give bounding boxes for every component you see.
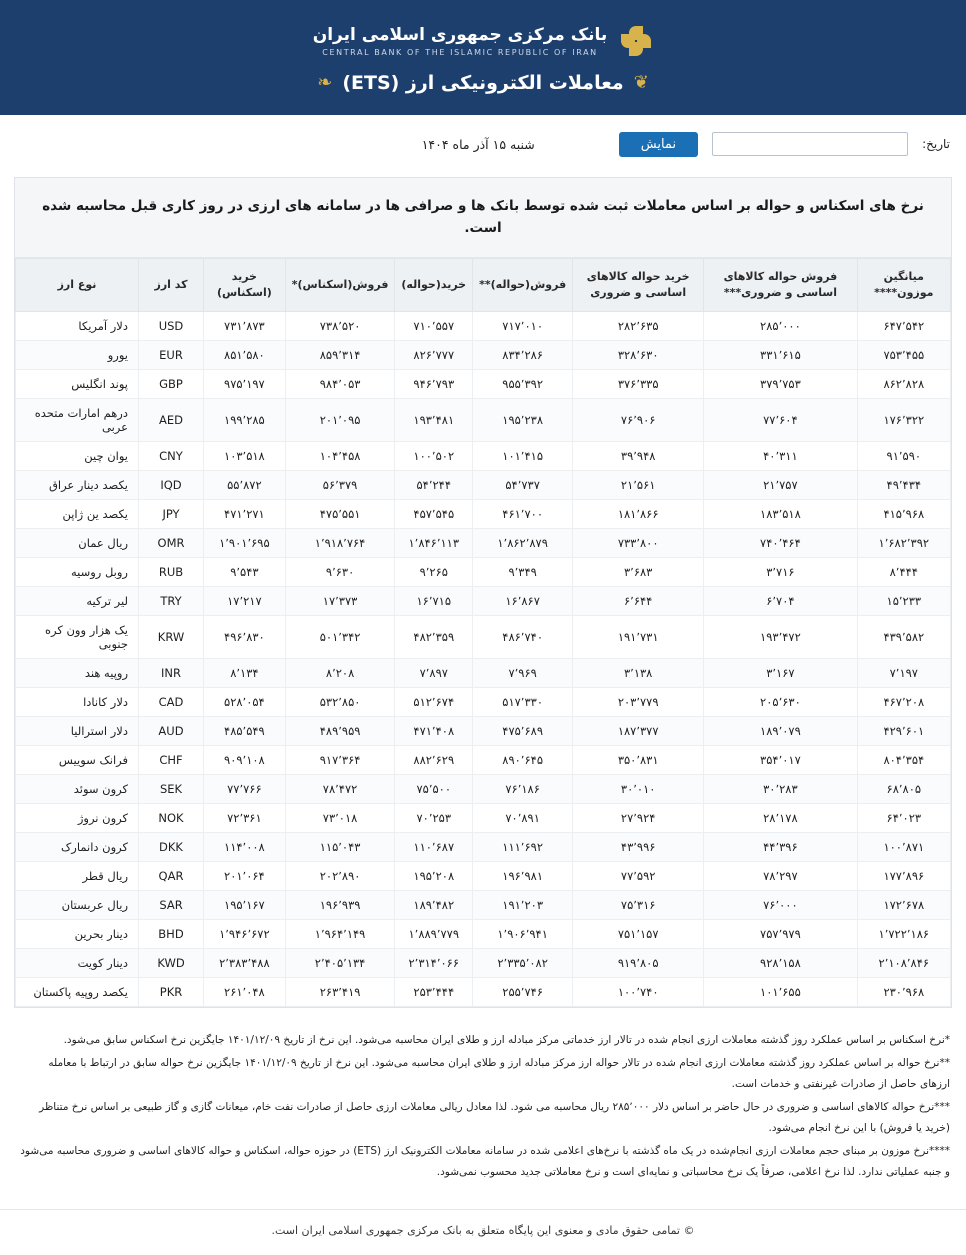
cell-sell-remittance: ۲٬۳۳۵٬۰۸۲ — [473, 949, 573, 978]
cell-sell-remittance: ۸۹۰٬۶۴۵ — [473, 746, 573, 775]
cell-currency-code: TRY — [139, 587, 204, 616]
cell-buy-remittance: ۴۸۲٬۳۵۹ — [395, 616, 473, 659]
cell-buy-remittance: ۷٬۸۹۷ — [395, 659, 473, 688]
cell-buy-essential: ۴۳٬۹۹۶ — [573, 833, 704, 862]
copyright-text: © تمامی حقوق مادی و معنوی این پایگاه متعلق به بانک مرکزی جمهوری اسلامی ایران است. — [271, 1224, 695, 1238]
col-currency-code: کد ارز — [139, 259, 204, 312]
cell-sell-cash: ۱٬۹۱۸٬۷۶۴ — [285, 529, 395, 558]
table-row — [16, 341, 951, 370]
cell-sell-essential: ۳۵۴٬۰۱۷ — [704, 746, 857, 775]
cell-buy-essential: ۳٬۱۳۸ — [573, 659, 704, 688]
cell-buy-remittance: ۵۴٬۲۴۴ — [395, 471, 473, 500]
cell-weighted-average: ۷۵۳٬۴۵۵ — [857, 341, 950, 370]
controls-bar — [0, 115, 966, 173]
cell-currency-name: پوند انگلیس — [16, 370, 139, 399]
cbi-logo-icon — [619, 24, 653, 58]
table-row — [16, 804, 951, 833]
cell-buy-cash: ۹٬۵۴۳ — [204, 558, 286, 587]
cell-currency-name: یکصد دینار عراق — [16, 471, 139, 500]
table-row — [16, 833, 951, 862]
cell-sell-essential: ۷۸٬۲۹۷ — [704, 862, 857, 891]
table-row — [16, 688, 951, 717]
cell-sell-cash: ۱۹۶٬۹۳۹ — [285, 891, 395, 920]
cell-currency-name: دینار کویت — [16, 949, 139, 978]
table-row — [16, 558, 951, 587]
cell-buy-cash: ۴۸۵٬۵۴۹ — [204, 717, 286, 746]
cell-sell-remittance: ۷٬۹۶۹ — [473, 659, 573, 688]
table-row — [16, 500, 951, 529]
cell-currency-name: دلار آمریکا — [16, 312, 139, 341]
table-row — [16, 949, 951, 978]
cell-sell-remittance: ۷۶٬۱۸۶ — [473, 775, 573, 804]
cell-currency-name: کرون سوئد — [16, 775, 139, 804]
table-row — [16, 442, 951, 471]
date-label: تاریخ: — [922, 137, 950, 151]
cell-currency-name: ریال قطر — [16, 862, 139, 891]
bank-logo-row — [313, 24, 654, 58]
rates-panel — [14, 177, 952, 1008]
cell-currency-name: کرون دانمارک — [16, 833, 139, 862]
table-row — [16, 717, 951, 746]
cell-weighted-average: ۱۷۷٬۸۹۶ — [857, 862, 950, 891]
table-header-row — [16, 259, 951, 312]
cell-currency-name: دلار استرالیا — [16, 717, 139, 746]
cell-currency-code: SAR — [139, 891, 204, 920]
cell-sell-remittance: ۱۹۶٬۹۸۱ — [473, 862, 573, 891]
cell-sell-remittance: ۱۹۵٬۲۳۸ — [473, 399, 573, 442]
cell-sell-essential: ۱۰۱٬۶۵۵ — [704, 978, 857, 1007]
footnotes — [16, 1030, 950, 1183]
cell-buy-cash: ۲٬۳۸۳٬۴۸۸ — [204, 949, 286, 978]
cell-sell-essential: ۲۰۵٬۶۳۰ — [704, 688, 857, 717]
cell-buy-cash: ۱۰۳٬۵۱۸ — [204, 442, 286, 471]
cell-buy-cash: ۹۷۵٬۱۹۷ — [204, 370, 286, 399]
cell-sell-cash: ۱۷٬۳۷۳ — [285, 587, 395, 616]
cell-sell-cash: ۸٬۲۰۸ — [285, 659, 395, 688]
cell-sell-remittance: ۴۶۱٬۷۰۰ — [473, 500, 573, 529]
cell-buy-cash: ۱۷٬۲۱۷ — [204, 587, 286, 616]
system-title: معاملات الکترونیکی ارز (ETS) — [342, 71, 624, 94]
cell-currency-name: یورو — [16, 341, 139, 370]
table-row — [16, 399, 951, 442]
cell-buy-remittance: ۱٬۸۸۹٬۷۷۹ — [395, 920, 473, 949]
cell-currency-code: BHD — [139, 920, 204, 949]
cell-buy-cash: ۲۰۱٬۰۶۴ — [204, 862, 286, 891]
cell-currency-name: دینار بحرین — [16, 920, 139, 949]
cell-currency-name: ریال عربستان — [16, 891, 139, 920]
cell-sell-remittance: ۸۳۴٬۲۸۶ — [473, 341, 573, 370]
date-input[interactable] — [712, 132, 908, 156]
col-sell-cash: فروش(اسکناس)* — [285, 259, 395, 312]
cell-buy-remittance: ۷۵٬۵۰۰ — [395, 775, 473, 804]
cell-sell-cash: ۲۰۲٬۸۹۰ — [285, 862, 395, 891]
cell-weighted-average: ۴۶۷٬۲۰۸ — [857, 688, 950, 717]
cell-sell-essential: ۱۸۹٬۰۷۹ — [704, 717, 857, 746]
cell-buy-essential: ۲۸۲٬۶۳۵ — [573, 312, 704, 341]
cell-currency-code: INR — [139, 659, 204, 688]
cell-buy-remittance: ۴۵۷٬۵۴۵ — [395, 500, 473, 529]
cell-sell-cash: ۹۸۴٬۰۵۳ — [285, 370, 395, 399]
cell-buy-cash: ۱٬۹۰۱٬۶۹۵ — [204, 529, 286, 558]
cell-sell-essential: ۲۸٬۱۷۸ — [704, 804, 857, 833]
table-row — [16, 587, 951, 616]
cell-currency-code: EUR — [139, 341, 204, 370]
cell-currency-name: دلار کانادا — [16, 688, 139, 717]
cell-sell-remittance: ۱۱۱٬۶۹۲ — [473, 833, 573, 862]
cell-weighted-average: ۸٬۴۴۴ — [857, 558, 950, 587]
cell-buy-essential: ۷۵٬۳۱۶ — [573, 891, 704, 920]
cell-sell-remittance: ۲۵۵٬۷۴۶ — [473, 978, 573, 1007]
cell-weighted-average: ۱۰۰٬۸۷۱ — [857, 833, 950, 862]
cell-buy-cash: ۵۲۸٬۰۵۴ — [204, 688, 286, 717]
cell-sell-essential: ۳٬۱۶۷ — [704, 659, 857, 688]
cell-currency-code: IQD — [139, 471, 204, 500]
cell-buy-cash: ۷۲٬۳۶۱ — [204, 804, 286, 833]
cell-sell-remittance: ۹۵۵٬۳۹۲ — [473, 370, 573, 399]
footnote-4: ****نرخ موزون بر مبنای حجم معاملات ارزی انجام‌شده در یک ماه گذشته با نرخ‌های اعلامی شده در سامانه معاملات الکترونیک ارز (ETS) در حوزه حواله، اسکناس و حواله کالاهای اساسی و ضروری محاسبه می‌شود و جنبه عملیاتی ندارد. لذا نرخ اعلامی، صرفاً یک نرخ محاسباتی و نمایه‌ای است و نرخ معاملاتی جدید محسوب نمی‌شود. — [20, 1145, 950, 1179]
cell-currency-name: یکصد ین ژاپن — [16, 500, 139, 529]
cell-sell-remittance: ۱۹۱٬۲۰۳ — [473, 891, 573, 920]
cell-currency-code: AUD — [139, 717, 204, 746]
cell-buy-cash: ۸٬۱۳۴ — [204, 659, 286, 688]
cell-sell-cash: ۱۰۴٬۴۵۸ — [285, 442, 395, 471]
cell-buy-remittance: ۷۱۰٬۵۵۷ — [395, 312, 473, 341]
cell-buy-cash: ۱٬۹۴۶٬۶۷۲ — [204, 920, 286, 949]
cell-weighted-average: ۱۷۲٬۶۷۸ — [857, 891, 950, 920]
cell-sell-essential: ۴۴٬۳۹۶ — [704, 833, 857, 862]
cell-sell-essential: ۳٬۷۱۶ — [704, 558, 857, 587]
cell-sell-cash: ۱۱۵٬۰۴۳ — [285, 833, 395, 862]
page-header — [0, 0, 966, 115]
cell-buy-essential: ۷۳۳٬۸۰۰ — [573, 529, 704, 558]
cell-sell-essential: ۲۸۵٬۰۰۰ — [704, 312, 857, 341]
cell-buy-essential: ۲۱٬۵۶۱ — [573, 471, 704, 500]
cell-weighted-average: ۲٬۱۰۸٬۸۴۶ — [857, 949, 950, 978]
cell-buy-remittance: ۱٬۸۴۶٬۱۱۳ — [395, 529, 473, 558]
cell-currency-code: USD — [139, 312, 204, 341]
cell-buy-cash: ۷۷٬۷۶۶ — [204, 775, 286, 804]
cell-sell-remittance: ۷۰٬۸۹۱ — [473, 804, 573, 833]
cell-sell-cash: ۸۵۹٬۳۱۴ — [285, 341, 395, 370]
cell-buy-essential: ۲۰۳٬۷۷۹ — [573, 688, 704, 717]
cell-currency-name: یوان چین — [16, 442, 139, 471]
cell-buy-essential: ۳۰٬۰۱۰ — [573, 775, 704, 804]
table-row — [16, 891, 951, 920]
cell-sell-cash: ۷۳٬۰۱۸ — [285, 804, 395, 833]
col-buy-essential: خرید حواله کالاهای اساسی و ضروری — [573, 259, 704, 312]
current-date-text: شنبه ۱۵ آذر ماه ۱۴۰۴ — [421, 136, 535, 152]
col-buy-remittance: خرید(حواله) — [395, 259, 473, 312]
cell-buy-cash: ۵۵٬۸۷۲ — [204, 471, 286, 500]
cell-currency-code: KRW — [139, 616, 204, 659]
cell-buy-essential: ۱۸۷٬۳۷۷ — [573, 717, 704, 746]
footnote-1: *نرخ اسکناس بر اساس عملکرد روز گذشته معاملات ارزی انجام شده در تالار ارز خدماتی مرکز مبادله ارز و طلای ایران محاسبه می‌شود. این نرخ از تاریخ ۱۴۰۱/۱۲/۰۹ جایگزین نرخ اسکناس سابق می‌شود. — [63, 1034, 950, 1047]
cell-currency-code: PKR — [139, 978, 204, 1007]
cell-buy-cash: ۱۹۵٬۱۶۷ — [204, 891, 286, 920]
table-row — [16, 978, 951, 1007]
col-buy-cash: خرید (اسکناس) — [204, 259, 286, 312]
cell-currency-name: لیر ترکیه — [16, 587, 139, 616]
cell-sell-essential: ۱۹۳٬۴۷۲ — [704, 616, 857, 659]
cell-sell-essential: ۱۸۳٬۵۱۸ — [704, 500, 857, 529]
cell-sell-cash: ۷۳۸٬۵۲۰ — [285, 312, 395, 341]
cell-sell-cash: ۲۶۳٬۴۱۹ — [285, 978, 395, 1007]
cell-buy-remittance: ۴۷۱٬۴۰۸ — [395, 717, 473, 746]
table-body — [16, 312, 951, 1007]
cell-buy-essential: ۹۱۹٬۸۰۵ — [573, 949, 704, 978]
cell-weighted-average: ۶۴٬۰۲۳ — [857, 804, 950, 833]
col-sell-essential: فروش حواله کالاهای اساسی و ضروری*** — [704, 259, 857, 312]
cell-sell-essential: ۷۷٬۶۰۴ — [704, 399, 857, 442]
cell-sell-cash: ۹٬۶۳۰ — [285, 558, 395, 587]
cell-currency-code: AED — [139, 399, 204, 442]
cell-weighted-average: ۱۵٬۲۳۳ — [857, 587, 950, 616]
cell-sell-cash: ۲۰۱٬۰۹۵ — [285, 399, 395, 442]
cell-weighted-average: ۶۴۷٬۵۴۲ — [857, 312, 950, 341]
cell-sell-essential: ۹۲۸٬۱۵۸ — [704, 949, 857, 978]
cell-buy-essential: ۱۹۱٬۷۳۱ — [573, 616, 704, 659]
exchange-rates-table — [15, 258, 951, 1007]
cell-sell-cash: ۵۰۱٬۳۴۲ — [285, 616, 395, 659]
cell-sell-essential: ۷۵۷٬۹۷۹ — [704, 920, 857, 949]
cell-buy-essential: ۳۷۶٬۳۳۵ — [573, 370, 704, 399]
cell-currency-code: CHF — [139, 746, 204, 775]
cell-buy-essential: ۳۵۰٬۸۳۱ — [573, 746, 704, 775]
cell-buy-remittance: ۷۰٬۲۵۳ — [395, 804, 473, 833]
table-row — [16, 312, 951, 341]
bank-name-en: CENTRAL BANK OF THE ISLAMIC REPUBLIC OF IRAN — [322, 47, 598, 57]
cell-buy-essential: ۷۷٬۵۹۲ — [573, 862, 704, 891]
cell-sell-essential: ۷۴۰٬۴۶۴ — [704, 529, 857, 558]
cell-buy-remittance: ۱۱۰٬۶۸۷ — [395, 833, 473, 862]
cell-sell-essential: ۷۶٬۰۰۰ — [704, 891, 857, 920]
cell-currency-name: کرون نروژ — [16, 804, 139, 833]
cell-currency-code: SEK — [139, 775, 204, 804]
cell-buy-remittance: ۲۵۳٬۴۴۴ — [395, 978, 473, 1007]
cell-sell-remittance: ۴۸۶٬۷۴۰ — [473, 616, 573, 659]
cell-currency-code: RUB — [139, 558, 204, 587]
cell-weighted-average: ۱٬۷۲۲٬۱۸۶ — [857, 920, 950, 949]
cell-sell-essential: ۳۰٬۲۸۳ — [704, 775, 857, 804]
cell-buy-cash: ۹۰۹٬۱۰۸ — [204, 746, 286, 775]
cell-weighted-average: ۹۱٬۵۹۰ — [857, 442, 950, 471]
cell-currency-code: DKK — [139, 833, 204, 862]
cell-buy-cash: ۴۷۱٬۲۷۱ — [204, 500, 286, 529]
cell-sell-remittance: ۷۱۷٬۰۱۰ — [473, 312, 573, 341]
col-sell-remittance: فروش(حواله)** — [473, 259, 573, 312]
cell-sell-remittance: ۱٬۹۰۶٬۹۴۱ — [473, 920, 573, 949]
cell-sell-remittance: ۱۶٬۸۶۷ — [473, 587, 573, 616]
cell-currency-name: یک هزار وون کره جنوبی — [16, 616, 139, 659]
cell-weighted-average: ۸۰۴٬۳۵۴ — [857, 746, 950, 775]
table-row — [16, 746, 951, 775]
cell-sell-remittance: ۱۰۱٬۴۱۵ — [473, 442, 573, 471]
footnote-2: **نرخ حواله بر اساس عملکرد روز گذشته معاملات ارزی انجام شده در تالار حواله ارز مرکز مبادله ارز و طلای ایران محاسبه می‌شود. این نرخ از تاریخ ۱۴۰۱/۱۲/۰۹ جایگزین نرخ حواله سابق در ارتباط با معامله ارزهای حاصل از صادرات غیرنفتی و خدمات است. — [48, 1057, 950, 1091]
cell-sell-cash: ۹۱۷٬۳۶۴ — [285, 746, 395, 775]
cell-weighted-average: ۶۸٬۸۰۵ — [857, 775, 950, 804]
col-weighted-average: میانگین موزون**** — [857, 259, 950, 312]
cell-buy-remittance: ۲٬۳۱۴٬۰۶۶ — [395, 949, 473, 978]
col-currency-name: نوع ارز — [16, 259, 139, 312]
cell-currency-code: CNY — [139, 442, 204, 471]
cell-sell-essential: ۲۱٬۷۵۷ — [704, 471, 857, 500]
cell-weighted-average: ۲۳۰٬۹۶۸ — [857, 978, 950, 1007]
cell-buy-remittance: ۹٬۲۶۵ — [395, 558, 473, 587]
cell-buy-cash: ۷۳۱٬۸۷۳ — [204, 312, 286, 341]
cell-sell-essential: ۶٬۷۰۴ — [704, 587, 857, 616]
cell-weighted-average: ۱٬۶۸۲٬۳۹۲ — [857, 529, 950, 558]
cell-currency-code: KWD — [139, 949, 204, 978]
cell-sell-cash: ۲٬۴۰۵٬۱۳۴ — [285, 949, 395, 978]
cell-currency-code: CAD — [139, 688, 204, 717]
cell-weighted-average: ۴۹٬۴۳۴ — [857, 471, 950, 500]
cell-buy-remittance: ۸۸۲٬۶۲۹ — [395, 746, 473, 775]
cell-currency-code: QAR — [139, 862, 204, 891]
ornament-right-icon: ❧ — [317, 72, 333, 93]
table-row — [16, 529, 951, 558]
table-row — [16, 659, 951, 688]
cell-buy-remittance: ۱۰۰٬۵۰۲ — [395, 442, 473, 471]
cell-buy-essential: ۷۶٬۹۰۶ — [573, 399, 704, 442]
table-row — [16, 862, 951, 891]
cell-weighted-average: ۷٬۱۹۷ — [857, 659, 950, 688]
cell-weighted-average: ۴۱۵٬۹۶۸ — [857, 500, 950, 529]
panel-title: نرخ های اسکناس و حواله بر اساس معاملات ثبت شده توسط بانک ها و صرافی ها در سامانه های ارزی در روز کاری قبل محاسبه شده است. — [15, 178, 951, 258]
cell-buy-essential: ۲۷٬۹۲۴ — [573, 804, 704, 833]
cell-sell-essential: ۳۳۱٬۶۱۵ — [704, 341, 857, 370]
cell-buy-essential: ۳۲۸٬۶۳۰ — [573, 341, 704, 370]
ornament-left-icon: ❦ — [633, 72, 649, 93]
cell-currency-name: یکصد روپیه پاکستان — [16, 978, 139, 1007]
cell-buy-remittance: ۸۲۶٬۷۷۷ — [395, 341, 473, 370]
page-footer — [0, 1209, 966, 1253]
table-row — [16, 471, 951, 500]
cell-buy-remittance: ۱۹۳٬۴۸۱ — [395, 399, 473, 442]
cell-buy-cash: ۱۱۴٬۰۰۸ — [204, 833, 286, 862]
cell-sell-essential: ۳۷۹٬۷۵۳ — [704, 370, 857, 399]
cell-buy-essential: ۳۹٬۹۴۸ — [573, 442, 704, 471]
table-row — [16, 775, 951, 804]
cell-buy-essential: ۱۸۱٬۸۶۶ — [573, 500, 704, 529]
cell-sell-essential: ۴۰٬۳۱۱ — [704, 442, 857, 471]
table-row — [16, 616, 951, 659]
cell-buy-essential: ۱۰۰٬۷۴۰ — [573, 978, 704, 1007]
cell-buy-remittance: ۱۸۹٬۴۸۲ — [395, 891, 473, 920]
cell-sell-cash: ۴۷۵٬۵۵۱ — [285, 500, 395, 529]
cell-sell-cash: ۷۸٬۴۷۲ — [285, 775, 395, 804]
cell-buy-cash: ۲۶۱٬۰۴۸ — [204, 978, 286, 1007]
cell-sell-remittance: ۵۱۷٬۳۳۰ — [473, 688, 573, 717]
table-row — [16, 920, 951, 949]
bank-name-fa: بانک مرکزی جمهوری اسلامی ایران — [312, 24, 608, 45]
cell-sell-cash: ۵۳۲٬۸۵۰ — [285, 688, 395, 717]
cell-buy-essential: ۶٬۶۴۴ — [573, 587, 704, 616]
cell-sell-remittance: ۱٬۸۶۲٬۸۷۹ — [473, 529, 573, 558]
cell-sell-remittance: ۵۴٬۷۳۷ — [473, 471, 573, 500]
cell-currency-name: روبل روسیه — [16, 558, 139, 587]
cell-currency-name: ریال عمان — [16, 529, 139, 558]
table-row — [16, 370, 951, 399]
cell-buy-remittance: ۵۱۲٬۶۷۴ — [395, 688, 473, 717]
cell-currency-code: JPY — [139, 500, 204, 529]
cell-currency-name: فرانک سوییس — [16, 746, 139, 775]
cell-buy-remittance: ۱۶٬۷۱۵ — [395, 587, 473, 616]
cell-buy-remittance: ۹۴۶٬۷۹۳ — [395, 370, 473, 399]
cell-buy-cash: ۱۹۹٬۲۸۵ — [204, 399, 286, 442]
cell-currency-code: GBP — [139, 370, 204, 399]
cell-sell-remittance: ۴۷۵٬۶۸۹ — [473, 717, 573, 746]
cell-buy-essential: ۳٬۶۸۳ — [573, 558, 704, 587]
footnote-3: ***نرخ حواله کالاهای اساسی و ضروری در حال حاضر بر اساس دلار ۲۸۵٬۰۰۰ ریال محاسبه می شود. لذا معادل ریالی معاملات ارزی حاصل از صادرات نفت خام، میعانات گازی و گاز طبیعی بر اساس نرخ متناظر (خرید یا فروش) با این نرخ انجام می‌شود. — [39, 1101, 950, 1135]
cell-buy-remittance: ۱۹۵٬۲۰۸ — [395, 862, 473, 891]
cell-buy-cash: ۸۵۱٬۵۸۰ — [204, 341, 286, 370]
cell-weighted-average: ۴۳۹٬۵۸۲ — [857, 616, 950, 659]
cell-sell-cash: ۵۶٬۳۷۹ — [285, 471, 395, 500]
cell-weighted-average: ۴۲۹٬۶۰۱ — [857, 717, 950, 746]
cell-sell-cash: ۱٬۹۶۴٬۱۴۹ — [285, 920, 395, 949]
cell-currency-code: NOK — [139, 804, 204, 833]
cell-currency-code: OMR — [139, 529, 204, 558]
show-button[interactable]: نمایش — [619, 132, 698, 157]
cell-currency-name: درهم امارات متحده عربی — [16, 399, 139, 442]
cell-weighted-average: ۸۶۲٬۸۲۸ — [857, 370, 950, 399]
cell-sell-cash: ۴۸۹٬۹۵۹ — [285, 717, 395, 746]
cell-buy-cash: ۴۹۶٬۸۳۰ — [204, 616, 286, 659]
system-title-row — [317, 72, 649, 94]
cell-currency-name: روپیه هند — [16, 659, 139, 688]
cell-weighted-average: ۱۷۶٬۳۲۲ — [857, 399, 950, 442]
cell-sell-remittance: ۹٬۳۴۹ — [473, 558, 573, 587]
cell-buy-essential: ۷۵۱٬۱۵۷ — [573, 920, 704, 949]
